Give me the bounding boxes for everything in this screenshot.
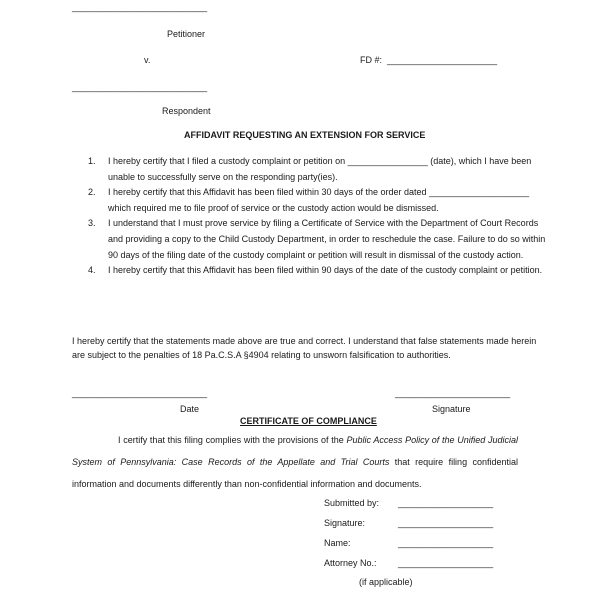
date-line: ___________________________ [72,388,208,398]
item-text: I hereby certify that this Affidavit has been filed within 30 days of the order dated ____________________ which required me to file proof of service or the custody action would be dismissed. [108,187,530,213]
signature-label: Signature [432,404,471,414]
date-label: Date [180,404,200,414]
certificate-heading: CERTIFICATE OF COMPLIANCE [240,416,377,426]
item-number: 3. [88,218,96,229]
versus-label: v. [144,55,151,65]
certificate-text [72,429,518,495]
submitted-by-line: ___________________ [398,498,494,508]
signature-field-line: ___________________ [398,518,494,528]
signature-row [324,518,514,538]
name-row [324,538,514,558]
signature-line: _______________________ [395,388,511,398]
item-number: 4. [88,265,96,276]
truth-statement: I hereby certify that the statements made above are true and correct. I understand that false statements made herein are subject to the penalties of 18 Pa.C.S.A §4904 relating to unsworn falsification to authorities. [72,336,537,360]
name-label: Name: [324,538,351,548]
list-item [88,216,548,263]
list-item [88,154,548,185]
name-line: ___________________ [398,538,494,548]
affidavit-items-list [88,154,548,279]
list-item [88,185,548,216]
certificate-text-part-2: that require filing confidential information and documents differently than non-confidential information and documents. [72,457,518,489]
item-text: I hereby certify that this Affidavit has been filed within 90 days of the date of the custody complaint or petition. [108,265,543,276]
attorney-number-row [324,558,514,578]
list-item [88,263,548,279]
respondent-label: Respondent [162,106,211,116]
submitted-by-label: Submitted by: [324,498,380,508]
document-title: AFFIDAVIT REQUESTING AN EXTENSION FOR SERVICE [184,130,426,140]
item-number: 1. [88,156,96,166]
petitioner-blank-line: ___________________________ [72,2,208,12]
respondent-blank-line: ___________________________ [72,82,208,92]
attorney-number-line: ___________________ [398,558,494,568]
item-text: I understand that I must prove service by filing a Certificate of Service with the Department of Court Records and providing a copy to the Child Custody Department, in order to reschedule the case. Failure to do so within 90 days of the filing date of the custody complaint or petition will result in dismissal of the custody action. [108,218,546,260]
certificate-text-part-1: I certify that this filing complies with the provisions of the [118,435,347,445]
policy-name: Public Access Policy of the Unified Judicial System of Pennsylvania: Case Records of the Appellate and Trial Courts [72,435,518,467]
submitted-by-row [324,498,514,518]
item-text: I hereby certify that I filed a custody complaint or petition on ________________ (date), which I have been unable to successfully serve on the responding party(ies). [108,156,532,182]
if-applicable-note: (if applicable) [359,577,413,587]
attorney-number-label: Attorney No.: [324,558,377,568]
fd-number-line: ______________________ [387,55,498,65]
fd-number-label: FD #: [360,55,383,65]
item-number: 2. [88,187,96,198]
petitioner-label: Petitioner [167,29,206,39]
signature-field-label: Signature: [324,518,366,528]
